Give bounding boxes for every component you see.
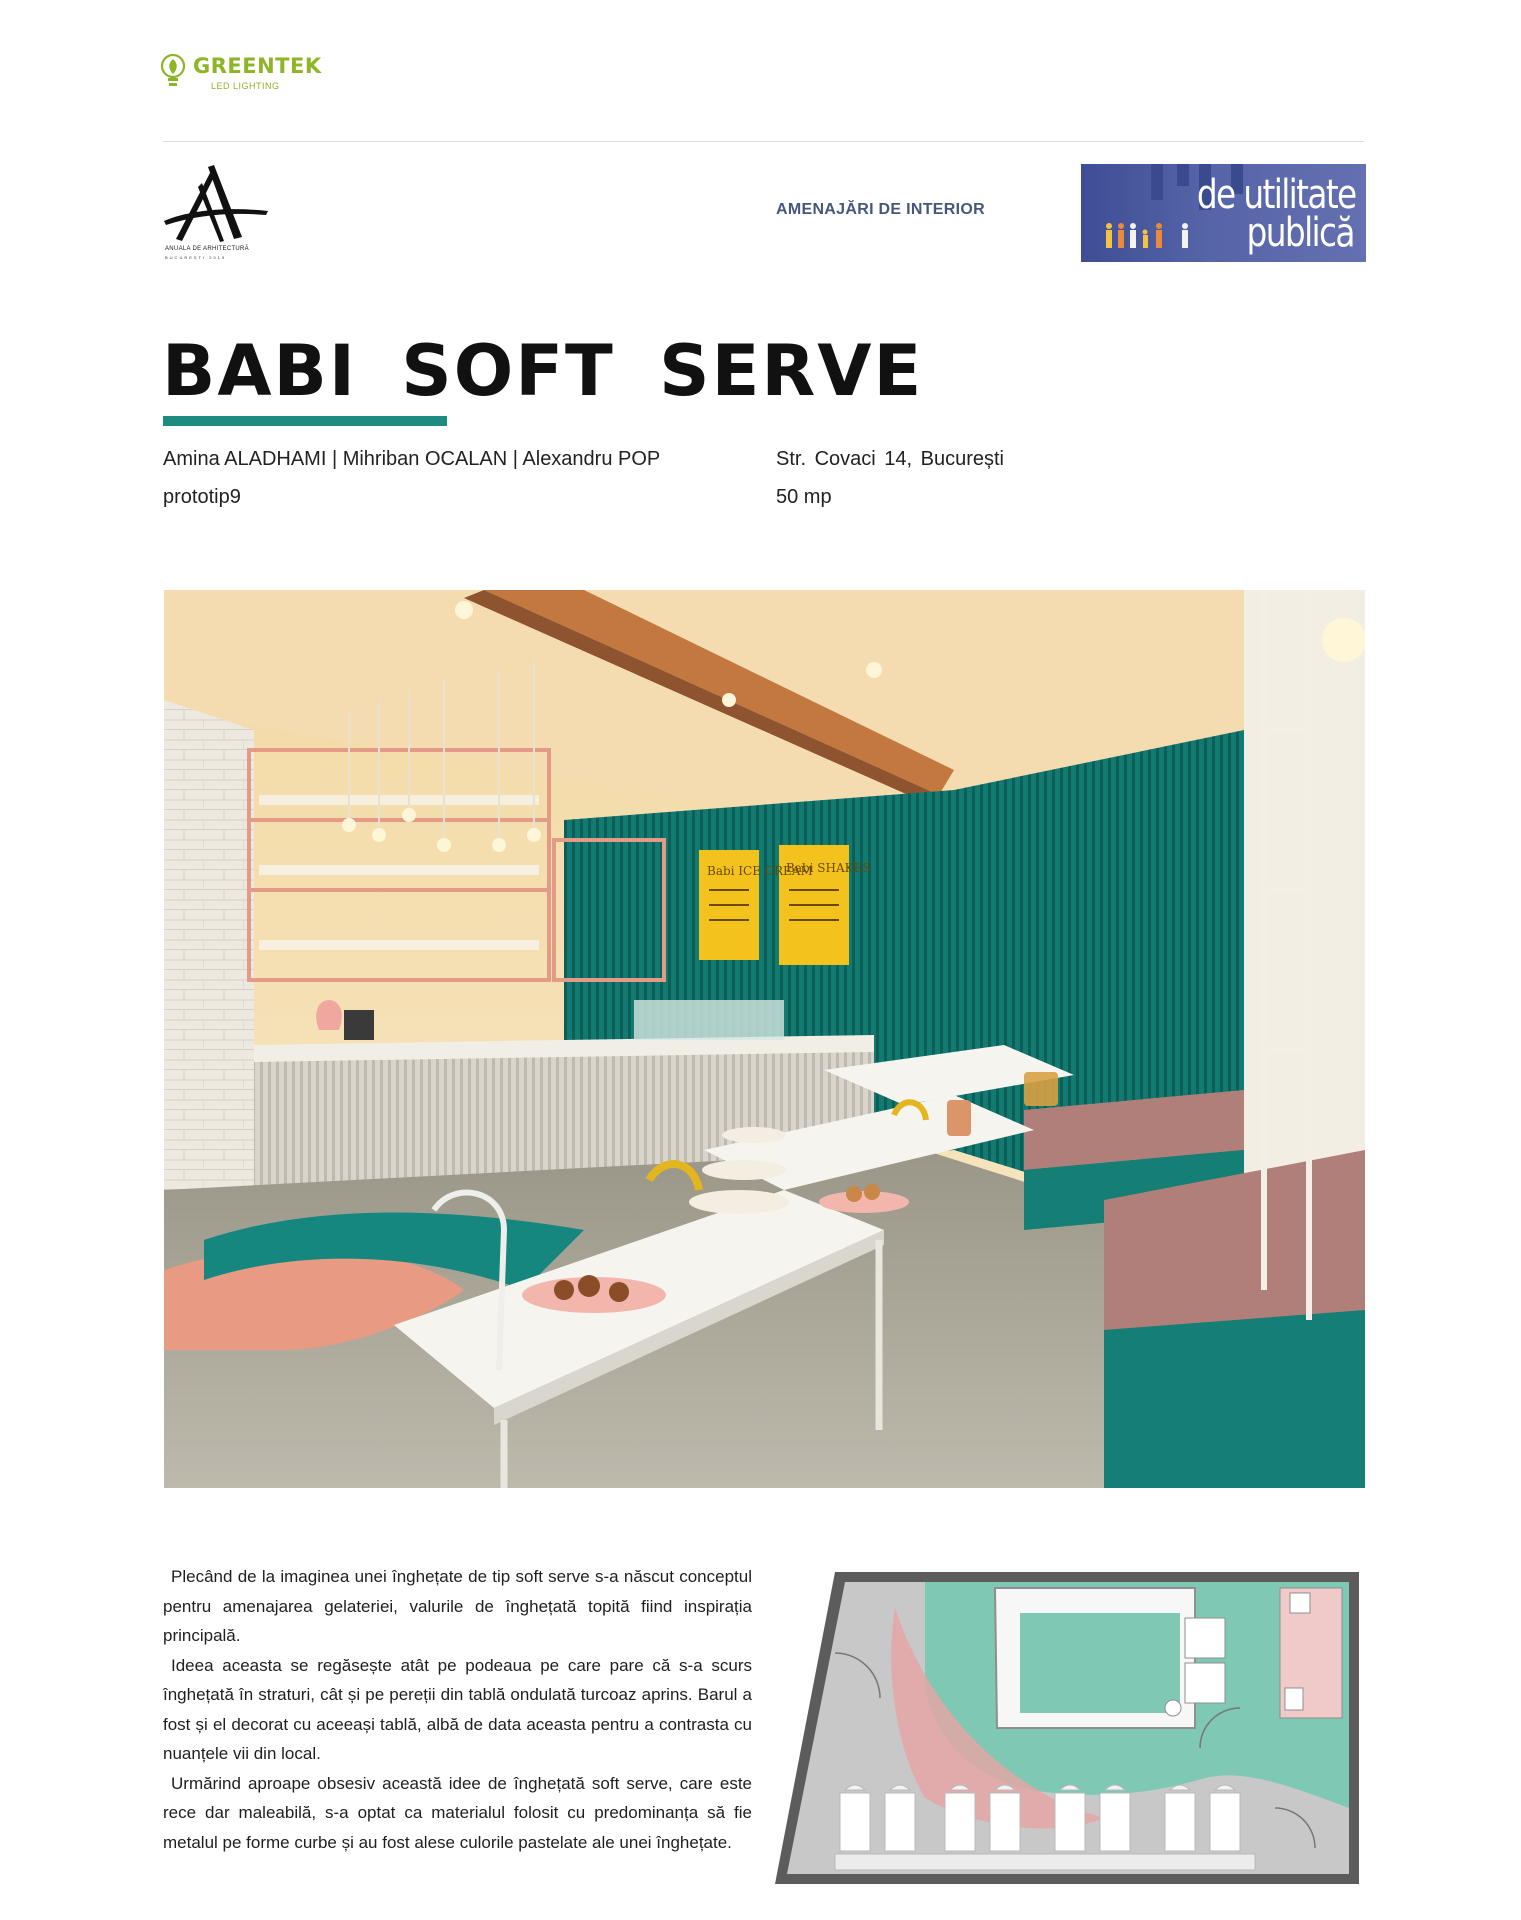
menu-board-text-2: Babi SHAKES [786,861,871,875]
page-title: BABI SOFT SERVE [162,330,924,412]
greentek-logo [160,52,340,96]
brand-tagline: LED LIGHTING [211,81,280,91]
project-area: 50 mp [776,486,832,508]
lightbulb-icon [160,54,186,88]
floor-plan [775,1568,1365,1886]
project-address: Str. Covaci 14, București [776,448,1004,470]
project-authors: Amina ALADHAMI | Mihriban OCALAN | Alexandru POP [163,448,661,470]
interior-photo [164,590,1365,1488]
people-icon [1103,222,1203,250]
badge-line-1: de utilitate [1197,172,1356,218]
paragraph: Plecând de la imaginea unei înghețate de tip soft serve s-a născut conceptul pentru amenajarea gelateriei, valurile de înghețată topită fiind inspirația principală. [163,1567,752,1645]
description-text [163,1562,752,1857]
annual-subcaption: BUCUREȘTI 2019 [165,255,227,260]
section-label: AMENAJĂRI DE INTERIOR [776,201,985,218]
menu-board-text-1: Babi ICE CREAM [707,864,813,878]
project-studio: prototip9 [163,486,241,508]
paragraph: Urmărind aproape obsesiv această idee de înghețată soft serve, care este rece dar maleabilă, s-a optat ca materialul folosit cu predominanța să fie metalul pe forme curbe și au fost alese culorile pastelate ale unei înghețate. [163,1773,752,1852]
annual-caption: ANUALA DE ARHITECTURĂ [165,246,249,252]
title-underline [163,416,447,426]
utility-badge [1081,164,1366,262]
letter-a-logo-icon [162,163,274,245]
badge-line-2: publică [1246,210,1354,256]
header-divider [163,141,1364,142]
brand-name: GREENTEK [193,54,322,78]
paragraph: Ideea aceasta se regăsește atât pe podeaua pe care pare că s-a scurs înghețată în straturi, cât și pe pereții din tablă ondulată turcoaz aprins. Barul a fost și el decorat cu aceeași tablă, albă de data aceasta pentru a contrasta cu nuanțele vii din local. [163,1655,752,1763]
annual-architecture-logo [162,163,274,263]
